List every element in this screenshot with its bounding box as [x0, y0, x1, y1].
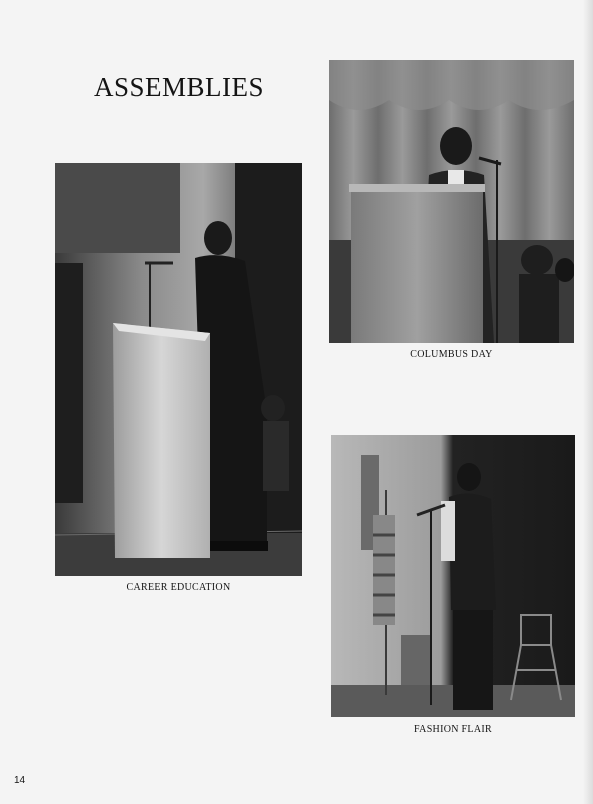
- photo-career-education: [55, 163, 302, 576]
- photo-columbus-day: [329, 60, 574, 343]
- page-title: ASSEMBLIES: [94, 72, 265, 102]
- caption-fashion-flair: FASHION FLAIR: [414, 724, 492, 735]
- caption-career-education: CAREER EDUCATION: [126, 582, 231, 593]
- caption-columbus-day: COLUMBUS DAY: [410, 349, 493, 360]
- photo-fashion-flair: [331, 435, 575, 717]
- page-edge-shadow: [583, 0, 593, 804]
- page-number: 14: [14, 775, 26, 786]
